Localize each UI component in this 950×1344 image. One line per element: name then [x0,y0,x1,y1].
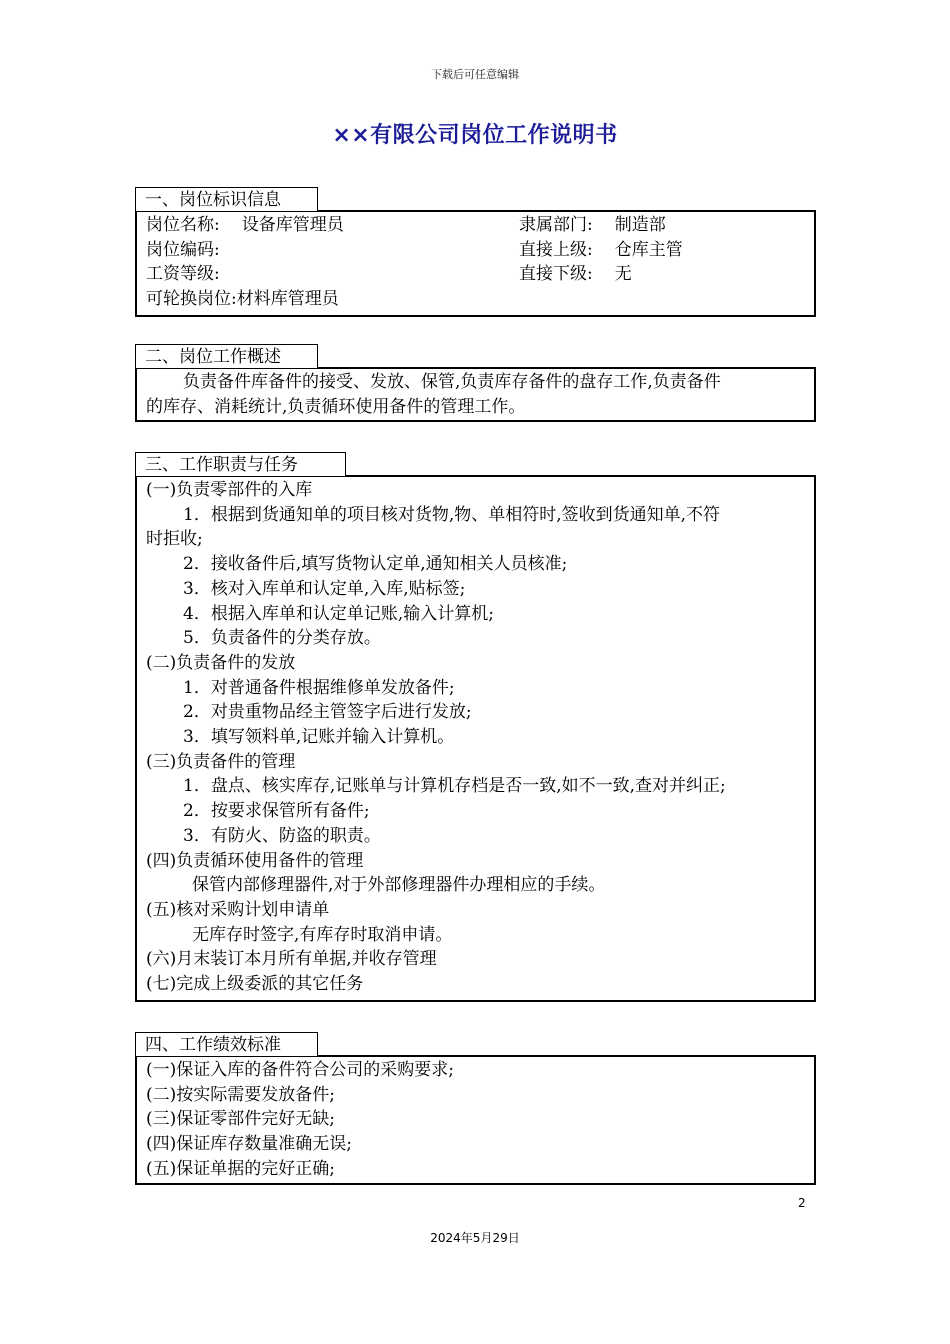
performance-line: (二)按实际需要发放备件; [146,1084,335,1105]
duty-line: (六)月末装订本月所有单据,并收存管理 [146,949,437,970]
field-value: 无 [614,264,632,285]
field-label: 直接上级: [519,239,593,260]
duty-line: (二)负责备件的发放 [146,652,296,673]
duty-line: (三)负责备件的管理 [146,751,296,772]
field-label: 隶属部门: [519,215,593,235]
section-body [135,1055,816,1185]
duty-line: 保管内部修理器件,对于外部修理器件办理相应的手续。 [192,875,606,896]
section-heading: 四、工作绩效标准 [135,1032,318,1056]
section-heading: 二、岗位工作概述 [135,344,318,368]
duty-line: 2．对贵重物品经主管签字后进行发放; [183,702,472,723]
duty-line: 2．接收备件后,填写货物认定单,通知相关人员核准; [183,554,568,575]
field-label: 岗位编码: [146,239,220,260]
summary-line: 负责备件库备件的接受、发放、保管,负责库存备件的盘存工作,负责备件 [183,372,721,392]
footer-date: 2024年5月29日 [430,1231,520,1245]
info-row [146,262,814,287]
section-body [135,367,816,422]
section-position-identification [135,187,816,317]
performance-line: (四)保证库存数量准确无误; [146,1134,352,1155]
field-value: 仓库主管 [614,239,683,260]
duty-line: (七)完成上级委派的其它任务 [146,974,364,995]
duty-line: 无库存时签字,有库存时取消申请。 [192,924,453,945]
rotation-position: 可轮换岗位:材料库管理员 [146,289,339,310]
duty-line: 5．负责备件的分类存放。 [183,628,381,649]
duty-line: (四)负责循环使用备件的管理 [146,850,364,871]
section-heading: 一、岗位标识信息 [135,187,318,211]
duty-line: 2．按要求保管所有备件; [183,801,370,822]
duty-line: 1．盘点、核实库存,记账单与计算机存档是否一致,如不一致,查对并纠正; [183,776,726,797]
duty-line: 3．填写领料单,记账并输入计算机。 [183,727,455,748]
duty-line: 3．有防火、防盗的职责。 [183,825,381,846]
duty-line: (五)核对采购计划申请单 [146,899,330,920]
duty-line: 1．对普通备件根据维修单发放备件; [183,677,455,698]
duty-line: 3．核对入库单和认定单,入库,贴标签; [183,578,466,599]
top-note: 下载后可任意编辑 [431,68,519,81]
duty-line: 4．根据入库单和认定单记账,输入计算机; [183,603,494,624]
section-body [135,210,816,317]
field-label: 工资等级: [146,264,220,285]
section-job-summary [135,344,816,422]
performance-line: (一)保证入库的备件符合公司的采购要求; [146,1060,454,1080]
field-label: 岗位名称: [146,215,220,235]
section-body [135,475,816,1002]
field-label: 直接下级: [519,264,593,285]
performance-line: (三)保证零部件完好无缺; [146,1109,335,1130]
document-title: ××有限公司岗位工作说明书 [332,123,618,148]
info-row [146,213,814,238]
field-value: 制造部 [614,215,666,235]
info-row [146,238,814,263]
field-value: 设备库管理员 [241,215,344,235]
summary-line: 的库存、消耗统计,负责循环使用备件的管理工作。 [146,396,526,417]
performance-line: (五)保证单据的完好正确; [146,1158,335,1179]
section-performance [135,1032,816,1185]
page-number: 2 [798,1196,806,1210]
duty-line: (一)负责零部件的入库 [146,480,313,500]
section-heading: 三、工作职责与任务 [135,452,346,476]
duty-line: 1．根据到货通知单的项目核对货物,物、单相符时,签收到货通知单,不符 [183,504,721,525]
section-duties [135,452,816,1002]
duty-line: 时拒收; [146,529,203,550]
